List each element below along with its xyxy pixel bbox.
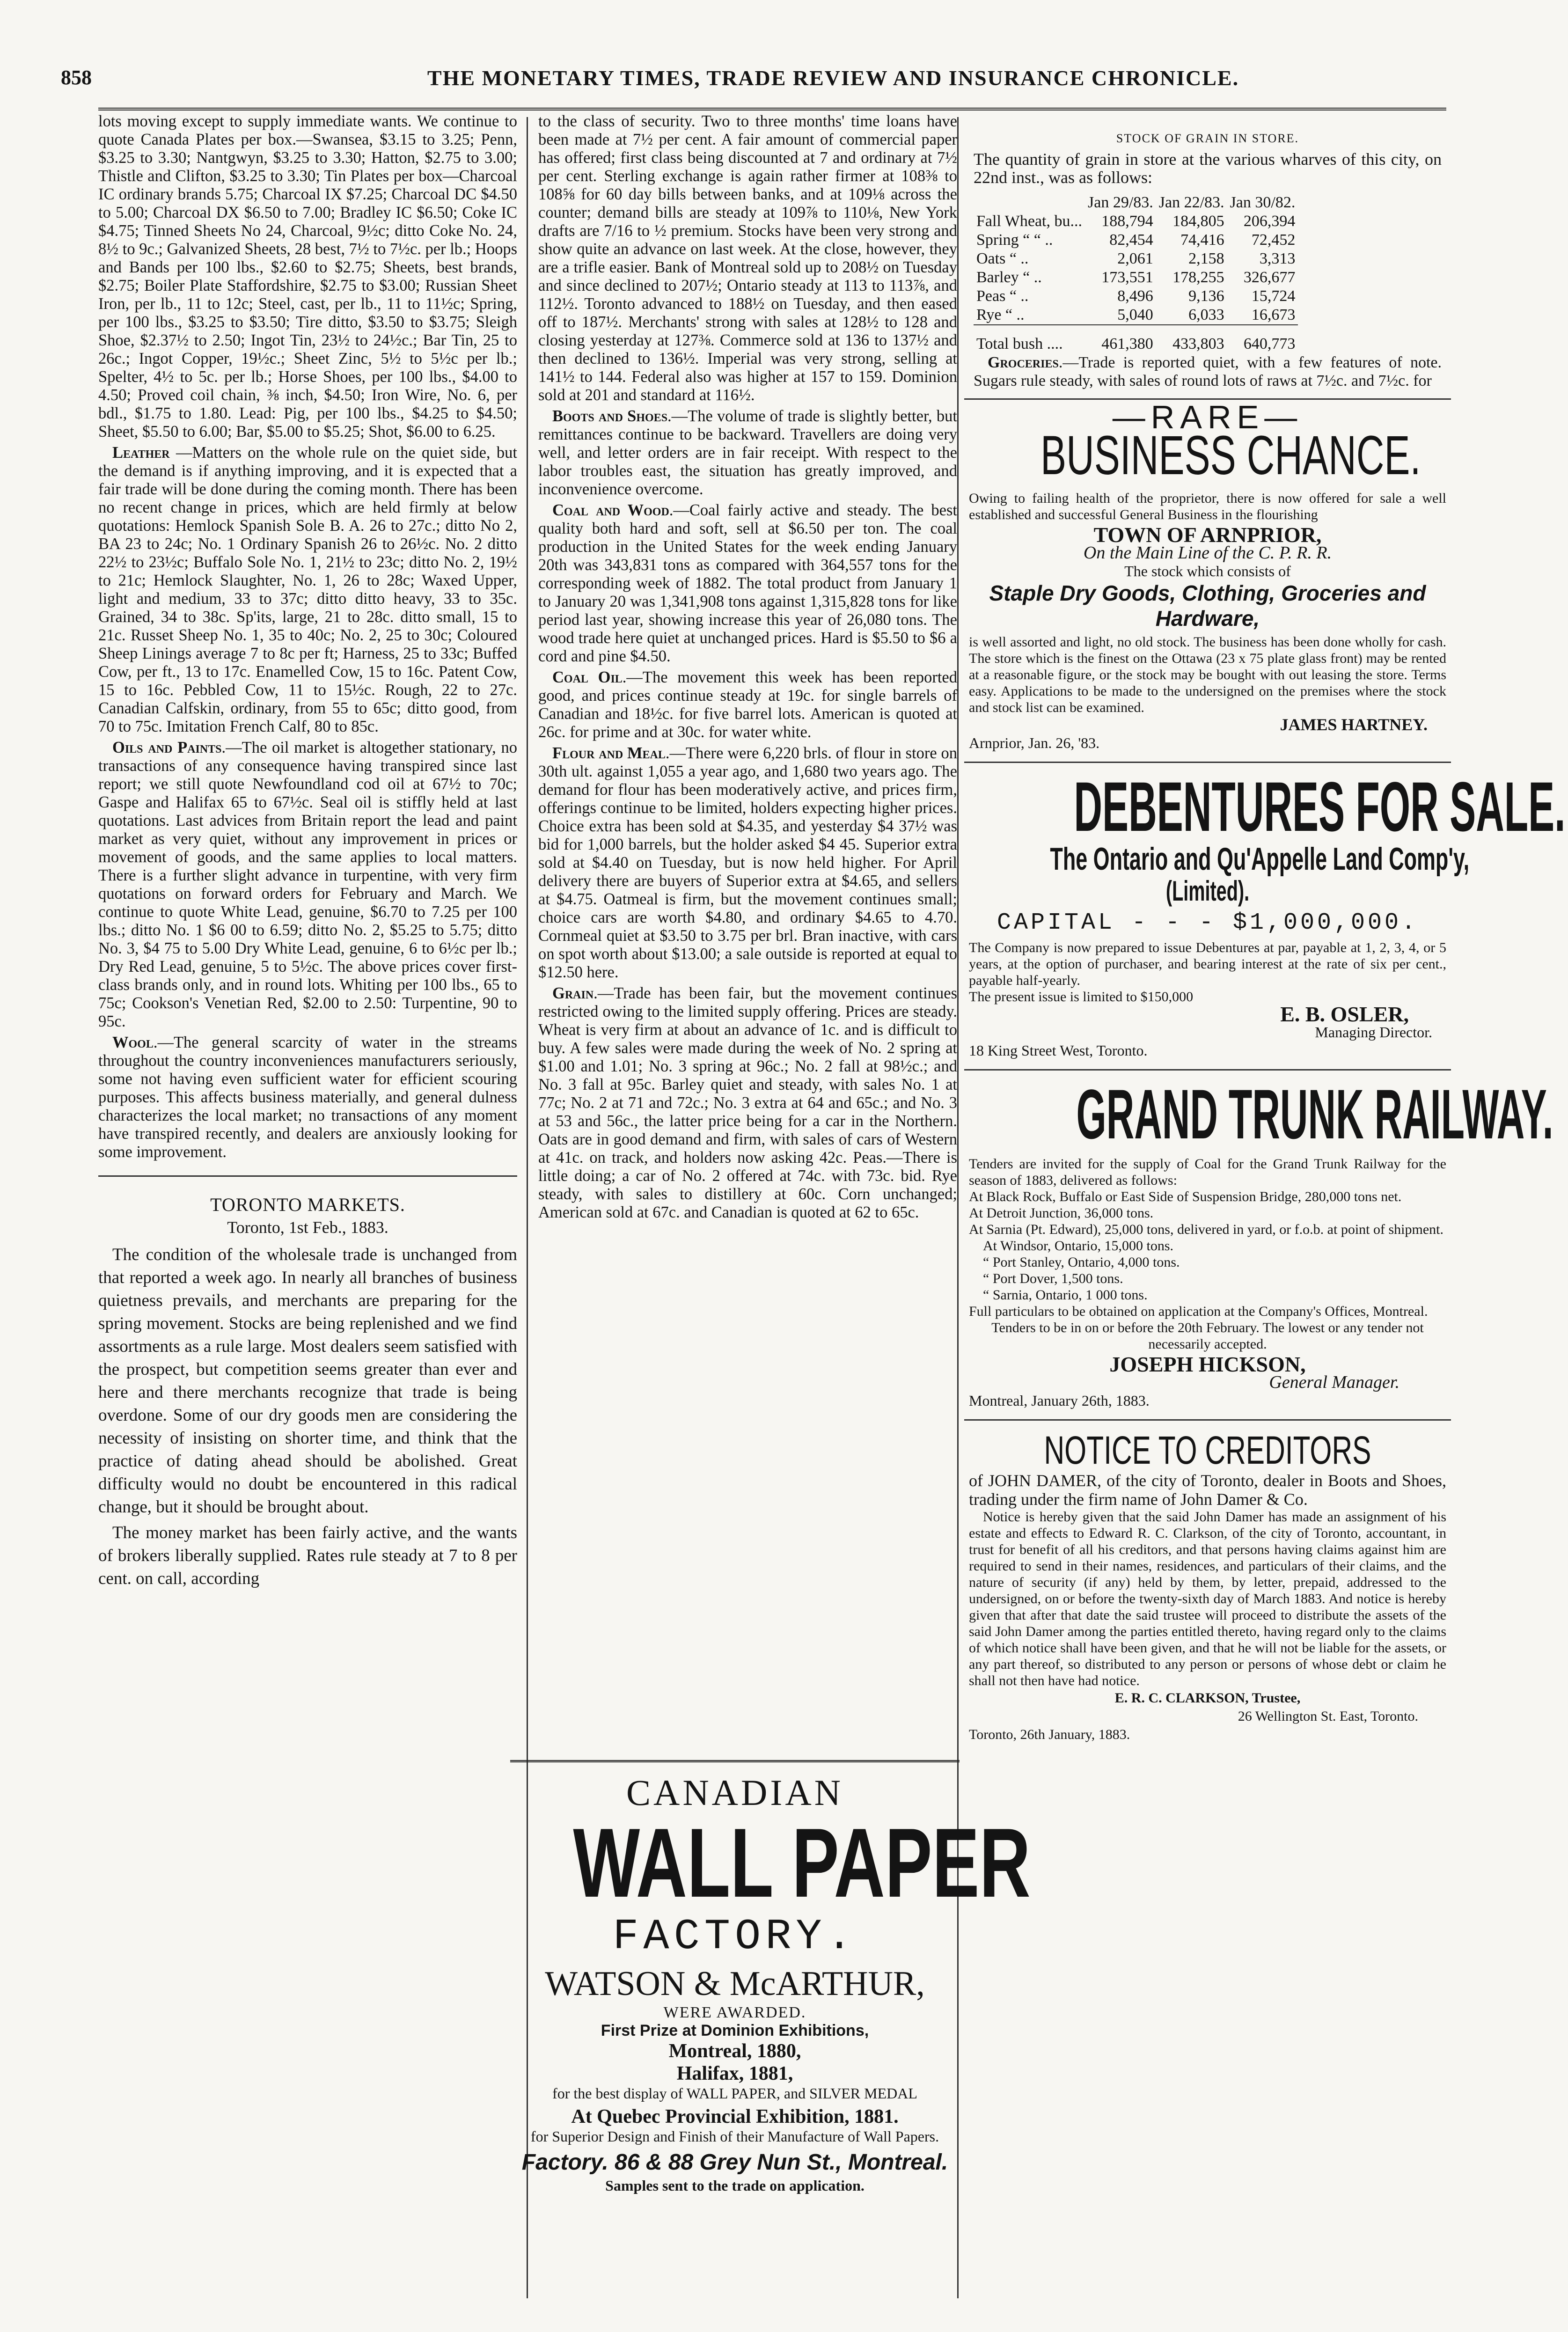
oils-heading: Oils and Paints bbox=[112, 739, 222, 756]
wallpaper-advertisement bbox=[510, 1760, 1031, 2277]
grain-stock-header-row bbox=[974, 193, 1298, 212]
cell: 9,136 bbox=[1188, 287, 1224, 305]
creditors-title: NOTICE TO CREDITORS bbox=[1044, 1428, 1371, 1472]
wallpaper-canadian: CANADIAN bbox=[626, 1772, 843, 1813]
flour-paragraph bbox=[538, 744, 957, 982]
rare-date: Arnprior, Jan. 26, '83. bbox=[969, 734, 1100, 751]
debentures-issue: The present issue is limited to $150,000 bbox=[969, 989, 1194, 1005]
debentures-company: The Ontario and Qu'Appelle Land Comp'y, bbox=[1050, 841, 1470, 877]
coal-text: .—Coal fairly active and steady. The best quality both hard and soft, sell at $6.50 per ton. The coal production in the United States for the week ending January 20th was 343,831 tons as compared with 364,557 tons for the corresponding week of 1882. The total product from January 1 to January 20 was 1,341,908 tons against 1,315,828 tons for like period last year, showing increase this year of 26,080 tons. The wood trade here quiet at unchanged prices. Hard is $5.50 to $6 a cord and pine $4.50. bbox=[538, 501, 957, 665]
boots-text: .—The volume of trade is slightly better, but remittances continue to be backward. Travellers are doing very well, and letter orders are in fair receipt. With respect to the labor troubles east, the situation has greatly improved, and inconvenience overcome. bbox=[538, 407, 958, 498]
coal-oil-paragraph bbox=[538, 668, 957, 741]
groceries-heading: Groceries bbox=[988, 354, 1059, 371]
wool-paragraph bbox=[98, 1034, 517, 1161]
table-row bbox=[974, 287, 1298, 306]
debentures-body: The Company is now prepared to issue Debentures at par, payable at 1, 2, 3, 4, or 5 years, at the option of purchaser, and bearing interest at the rate of six per cent., payable half-yearly. bbox=[969, 940, 1446, 988]
cell: 82,454 bbox=[1109, 231, 1153, 249]
toronto-paragraph-1: The condition of the wholesale trade is unchanged from that reported a week ago. In nearly all branches of business quietness prevails, and merchants are preparing for the spring movement. Stocks are being replenished and we find assortments as a rule large. Most dealers seem satisfied with the prospect, but competition seems greater than ever and here and there merchants recognize that trade is being overdone. Some of our dry goods men are considering the necessity of insisting on shorter time, and think that the practice of dating ahead should be abolished. Great difficulty would no doubt be encountered in this radical change, but it should be brought about. bbox=[98, 1245, 517, 1517]
page-number: 858 bbox=[61, 66, 92, 89]
grand-trunk-item-5: “ Port Stanley, Ontario, 4,000 tons. bbox=[983, 1254, 1180, 1270]
grand-trunk-tenders: Tenders to be in on or before the 20th February. The lowest or any tender not necessarily accepted. bbox=[991, 1320, 1424, 1352]
oils-paragraph bbox=[98, 739, 517, 1031]
cell: 178,255 bbox=[1172, 269, 1224, 286]
cell: 188,794 bbox=[1101, 213, 1153, 230]
grand-trunk-role: General Manager. bbox=[1269, 1372, 1399, 1392]
cell: 74,416 bbox=[1180, 231, 1224, 249]
page-header bbox=[61, 66, 1512, 98]
creditors-ad bbox=[964, 1419, 1451, 1748]
toronto-markets-date: Toronto, 1st Feb., 1883. bbox=[227, 1218, 388, 1237]
wallpaper-factory: FACTORY. bbox=[613, 1912, 857, 1961]
groceries-text: .—Trade is reported quiet, with a few features of note. Sugars rule steady, with sales of round lots of raws at 7½c. and 7½c. for bbox=[974, 354, 1442, 389]
rare-intro: Owing to failing health of the proprietor, there is now offered for sale a well established and successful General Business in the flourishing bbox=[969, 491, 1446, 522]
grand-trunk-item-1: At Black Rock, Buffalo or East Side of Suspension Bridge, 280,000 tons net. bbox=[969, 1189, 1402, 1204]
wallpaper-prize: First Prize at Dominion Exhibitions, bbox=[601, 2022, 869, 2039]
grain-paragraph bbox=[538, 984, 957, 1222]
creditors-name: E. R. C. CLARKSON, Trustee, bbox=[1114, 1690, 1301, 1706]
rare-goods: Staple Dry Goods, Clothing, Groceries and Hardware, bbox=[989, 581, 1426, 631]
cell: 173,551 bbox=[1101, 269, 1153, 286]
debentures-ad bbox=[964, 762, 1566, 1064]
wool-text: .—The general scarcity of water in the streams throughout the country inconveniences manufacturers seriously, some not having even sufficient water for efficient scouring purposes. This affects business materially, and general dulness characterizes the local market; no transactions of any moment have transpired recently, and dealers are anxiously looking for some improvement. bbox=[98, 1034, 517, 1161]
flour-text: .—There were 6,220 brls. of flour in store on 30th ult. against 1,055 a year ago, and 1,680 two years ago. The demand for flour has been moderatively active, and prices firm, offerings continue to be limited, holders expecting higher prices. Choice extra has been sold at $4.35, and yesterday $4 37½ was bid for 1,000 barrels, but the holder asked $4 45. Superior extra sold at $4.40 on Tuesday, but is now held higher. For April delivery there are buyers of Superior extra at $4.65, and sellers at $4.75. Oatmeal is firm, but the movement continues small; choice cars are worth $4.80, and ordinary $4.65 to 4.70. Cornmeal quiet at $3.50 to 3.75 per brl. Bran inactive, with cars on spot worth about $13.00; a sale outside is reported at equal to $12.50 here. bbox=[538, 744, 957, 981]
column-3 bbox=[964, 112, 1566, 2312]
wallpaper-quebec: At Quebec Provincial Exhibition, 1881. bbox=[571, 2106, 899, 2127]
rare-name: JAMES HARTNEY. bbox=[1280, 715, 1428, 734]
wallpaper-samples: Samples sent to the trade on application. bbox=[605, 2177, 865, 2194]
grand-trunk-item-6: “ Port Dover, 1,500 tons. bbox=[983, 1271, 1123, 1286]
cell: 326,677 bbox=[1243, 269, 1296, 286]
cell: 5,040 bbox=[1117, 306, 1153, 323]
wool-heading: Wool bbox=[112, 1034, 154, 1051]
grain-stock-col-3: Jan 30/82. bbox=[1230, 194, 1296, 211]
debentures-title: DEBENTURES FOR SALE. bbox=[1074, 767, 1566, 846]
boots-heading: Boots and Shoes bbox=[552, 407, 668, 425]
wallpaper-title: WALL PAPER bbox=[573, 1808, 1031, 1918]
cell: 433,803 bbox=[1172, 335, 1224, 352]
header-rule bbox=[98, 108, 1446, 110]
grain-heading: Grain bbox=[552, 984, 594, 1002]
wallpaper-address: Factory. 86 & 88 Grey Nun St., Montreal. bbox=[521, 2150, 948, 2175]
grain-stock-col-2: Jan 22/83. bbox=[1158, 194, 1224, 211]
flour-heading: Flour and Meal bbox=[552, 744, 666, 762]
wallpaper-awarded: WERE AWARDED. bbox=[663, 2004, 806, 2021]
wallpaper-montreal: Montreal, 1880, bbox=[668, 2040, 801, 2062]
grain-stock-table bbox=[974, 193, 1298, 353]
rare-business-ad bbox=[964, 398, 1451, 757]
grand-trunk-item-3: At Sarnia (Pt. Edward), 25,000 tons, delivered in yard, or f.o.b. at point of shipment. bbox=[969, 1222, 1443, 1237]
debentures-capital: CAPITAL - - - $1,000,000. bbox=[996, 909, 1419, 936]
grand-trunk-date: Montreal, January 26th, 1883. bbox=[969, 1392, 1150, 1409]
oils-text: .—The oil market is altogether stationary, no transactions of any consequence having transpired since last report; we still quote Newfoundland cod oil at 67½ to 70c; Gaspe and Halifax 65 to 67½c. Seal oil is stiffly held at last quotations. Last advices from Britain report the lead and paint market as very quiet, without any improvement in prices or movement of goods, and the same applies to local matters. There is a further slight advance in turpentine, with very firm quotations on forward orders for February and March. We continue to quote White Lead, genuine, $6.70 to 7.25 per 100 lbs.; ditto No. 1 $6 00 to 6.59; ditto No. 2, $5.25 to 5.75; ditto No. 3, $4 75 to 5.00 Dry White Lead, genuine, 6 to 6½c per lb.; Dry Red Lead, genuine, 5 to 5½c. The above prices cover first-class brands only, and in round lots. Whiting per 100 lbs., 65 to 75c; Cookson's Venetian Red, $2.00 to 2.50: Turpentine, 90 to 95c. bbox=[98, 739, 517, 1030]
row-label: Spring “ “ .. bbox=[976, 231, 1053, 249]
rare-stock: The stock which consists of bbox=[1124, 563, 1291, 579]
creditors-body: Notice is hereby given that the said John Damer has made an assignment of his estate and effects to Edward R. C. Clarkson, of the city of Toronto, accountant, in trust for benefit of all his creditors, and that persons having claims against him are required to send in their names, residences, and particulars of their claims, and the nature of security (if any) held by them, by letter, prepaid, addressed to the undersigned, on or before the twenty-sixth day of March 1883. And notice is hereby given that after that date the said trustee will proceed to distribute the assets of the said John Damer among the parties entitled thereto, having regard only to the claims of which notice shall have been given, and that he will not be liable for the assets, or any part thereof, so distributed to any person or persons of whose debt or claim he shall not then have had notice. bbox=[969, 1509, 1446, 1688]
table-row bbox=[974, 212, 1298, 231]
wallpaper-display: for the best display of WALL PAPER, and SILVER MEDAL bbox=[552, 2085, 917, 2102]
cell: 184,805 bbox=[1172, 213, 1224, 230]
cell: 2,158 bbox=[1188, 250, 1224, 267]
debentures-role: Managing Director. bbox=[1315, 1024, 1432, 1041]
cell: 6,033 bbox=[1188, 306, 1224, 323]
leather-heading: Leather bbox=[112, 444, 170, 462]
grand-trunk-item-4: At Windsor, Ontario, 15,000 tons. bbox=[983, 1238, 1174, 1254]
table-row bbox=[974, 231, 1298, 249]
grain-stock-intro: The quantity of grain in store at the various wharves of this city, on 22nd inst., was as follows: bbox=[974, 150, 1442, 187]
cell: 461,380 bbox=[1101, 335, 1153, 352]
toronto-markets-title: TORONTO MARKETS. bbox=[98, 1175, 517, 1214]
cell: 16,673 bbox=[1251, 306, 1296, 323]
rare-body: is well assorted and light, no old stock. The business has been done wholly for cash. The store which is the finest on the Ottawa (23 x 75 plate glass front) may be rented at a reasonable figure, or the stock may be bought with out leasing the store. Terms easy. Applications to be made to the undersigned on the premises where the stock and stock list can be examined. bbox=[969, 634, 1446, 715]
grand-trunk-ad bbox=[964, 1069, 1553, 1415]
coal-oil-heading: Coal Oil bbox=[552, 668, 623, 686]
debentures-name: E. B. OSLER, bbox=[1280, 1002, 1409, 1026]
cell: 8,496 bbox=[1117, 287, 1153, 305]
wallpaper-halifax: Halifax, 1881, bbox=[676, 2063, 793, 2084]
row-label: Rye “ .. bbox=[976, 306, 1025, 323]
row-label: Fall Wheat, bu... bbox=[976, 213, 1082, 230]
money-paragraph: to the class of security. Two to three months' time loans have been made at 7½ per cent. A fair amount of commercial paper has offered; first class being discounted at 7 and ordinary at 7½ per cent. Sterling exchange is again rather firmer at 108⅜ to 108⅝ for 60 day bills between banks, and at 109⅛ across the counter; demand bills are steady at 109⅞ to 110⅛, New York drafts are 7/16 to ½ premium. Stocks have been very strong and show quite an advance on last week. At the close, however, they are a trifle easier. Bank of Montreal sold up to 208½ on Tuesday and since declined to 207½; Ontario steady at 113 to 113⅞, and 112½. Toronto advanced to 188½ on Tuesday, and then eased off to 187½. Merchants' strong with sales at 128½ to 128 and closing yesterday at 127⅜. Commerce sold at 136 to 137½ and then declined to 136½. Imperial was very strong, selling at 141½ to 144. Federal also was higher at 157 to 159. Dominion sold at 201 and standard at 116½. bbox=[538, 112, 957, 404]
rare-title: BUSINESS CHANCE. bbox=[1040, 425, 1421, 486]
row-label: Barley “ .. bbox=[976, 269, 1042, 286]
leather-paragraph bbox=[98, 444, 517, 736]
column-2 bbox=[538, 112, 957, 1713]
total-label: Total bush .... bbox=[976, 335, 1063, 352]
boots-paragraph bbox=[538, 407, 957, 499]
groceries-paragraph bbox=[964, 353, 1451, 390]
table-row bbox=[974, 268, 1298, 287]
grand-trunk-title: GRAND TRUNK RAILWAY. bbox=[1076, 1075, 1553, 1153]
coal-oil-text: .—The movement this week has been reported good, and prices continue steady at 19c. for single barrels of Canadian and 18½c. for five barrel lots. American is quoted at 26c. for prime and at 30c. for water white. bbox=[538, 668, 957, 741]
debentures-limited: (Limited). bbox=[1165, 875, 1250, 907]
wallpaper-firm: WATSON & McARTHUR, bbox=[545, 1965, 925, 2003]
grand-trunk-item-7: “ Sarnia, Ontario, 1 000 tons. bbox=[983, 1287, 1148, 1303]
cell: 640,773 bbox=[1243, 335, 1296, 352]
coal-paragraph bbox=[538, 501, 957, 666]
cell: 2,061 bbox=[1117, 250, 1153, 267]
cell: 3,313 bbox=[1259, 250, 1296, 267]
column-1 bbox=[98, 112, 517, 2294]
grain-stock-title: STOCK OF GRAIN IN STORE. bbox=[1116, 132, 1299, 145]
rare-town: TOWN OF ARNPRIOR, bbox=[1093, 523, 1322, 547]
row-label: Peas “ .. bbox=[976, 287, 1029, 305]
debentures-address: 18 King Street West, Toronto. bbox=[969, 1042, 1148, 1059]
grand-trunk-intro: Tenders are invited for the supply of Coal for the Grand Trunk Railway for the season of 1883, delivered as follows: bbox=[969, 1156, 1446, 1188]
creditors-intro: of JOHN DAMER, of the city of Toronto, dealer in Boots and Shoes, trading under the firm name of John Damer & Co. bbox=[969, 1471, 1446, 1509]
table-row bbox=[974, 306, 1298, 325]
toronto-paragraph-2: The money market has been fairly active, and the wants of brokers liberally supplied. Rates rule steady at 7 to 8 per cent. on call, according bbox=[98, 1523, 517, 1588]
grain-stock-col-1: Jan 29/83. bbox=[1088, 194, 1153, 211]
creditors-date: Toronto, 26th January, 1883. bbox=[969, 1727, 1130, 1742]
cell: 72,452 bbox=[1251, 231, 1296, 249]
metals-paragraph: lots moving except to supply immediate wants. We continue to quote Canada Plates per box.—Swansea, $3.15 to 3.25; Penn, $3.25 to 3.30; Nantgwyn, $3.25 to 3.30; Hatton, $2.75 to 3.00; Thistle and Clifton, $3.25 to 3.30; Tin Plates per box—Charcoal IC ordinary brands 5.75; Charcoal IX $7.25; Charcoal DC $4.50 to 5.00; Charcoal DX $6.50 to 7.00; Bradley IC $6.50; Coke IC $4.75; Tinned Sheets No 24, Charcoal, 9½c; ditto Coke No. 24, 8½ to 9c.; Galvanized Sheets, 28 best, 7½ to 7½c. per lb.; Hoops and Bands per 100 lbs., $2.60 to $2.75; Sheets, best brands, $2.75; Boiler Plate Staffordshire, $2.75 to $3.00; Russian Sheet Iron, per lb., 11 to 12c; Steel, cast, per lb., 11 to 11½c; Spring, per 100 lbs., $3.25 to $3.50; Tire ditto, $3.50 to $3.75; Sleigh Shoe, $2.37½ to 2.50; Ingot Tin, 23½ to 24½c.; Bar Tin, 25 to 26c.; Ingot Copper, 19½c.; Sheet Zinc, 5½ to 5½c per lb.; Spelter, 4½ to 5c. per lb.; Horse Shoes, per 100 lbs., $4.00 to 4.50; Proved coil chain, ⅜ inch, $4.50; Iron Wire, No. 6, per bdl., $1.75 to 1.80. Lead: Pig, per 100 lbs., $4.25 to $4.50; Sheet, $5.50 to 6.00; Bar, $5.00 to $5.25; Shot, $6.00 to 6.25. bbox=[98, 112, 517, 440]
creditors-address: 26 Wellington St. East, Toronto. bbox=[1238, 1709, 1418, 1724]
grand-trunk-name: JOSEPH HICKSON, bbox=[1109, 1352, 1306, 1376]
rare-label: —RARE— bbox=[1112, 399, 1303, 435]
leather-text: —Matters on the whole rule on the quiet side, but the demand is if anything improving, and it is expected that a fair trade will be done during the coming month. There has been no recent change in prices, which are held firmly at below quotations: Hemlock Spanish Sole B. A. 26 to 27c.; ditto No 2, BA 23 to 24c; No. 1 Ordinary Spanish 26 to 26½c. No. 2 ditto 22½ to 23½c; Buffalo Sole No. 1, 21½ to 23c; ditto No. 2, 19½ to 21c; Hemlock Slaughter, No. 1, 26 to 28c; Waxed Upper, light and medium, 33 to 37c; ditto ditto heavy, 33 to 35c. Grained, 34 to 38c. Sp'its, large, 21 to 28c. ditto small, 15 to 21c. Russet Sheep No. 1, 35 to 40c; No. 2, 25 to 30c; Coloured Sheep Linings average 7 to 8c per ft; Harness, 25 to 33c; Buffed Cow, per ft., 13 to 17c. Enamelled Cow, 15 to 16c. Patent Cow, 15 to 16c. Pebbled Cow, 11 to 15½c. Rough, 22 to 27c. Canadian Calfskin, ordinary, from 55 to 65c; ditto good, from 70 to 75c. Imitation French Calf, 80 to 85c. bbox=[98, 444, 517, 735]
grain-stock-section bbox=[964, 129, 1451, 390]
table-row bbox=[974, 249, 1298, 268]
row-label: Oats “ .. bbox=[976, 250, 1029, 267]
grand-trunk-full: Full particulars to be obtained on application at the Company's Offices, Montreal. bbox=[969, 1304, 1428, 1319]
rare-line: On the Main Line of the C. P. R. R. bbox=[1083, 543, 1332, 563]
running-title: THE MONETARY TIMES, TRADE REVIEW AND INSURANCE CHRONICLE. bbox=[427, 66, 1239, 90]
wallpaper-design: for Superior Design and Finish of their Manufacture of Wall Papers. bbox=[530, 2128, 939, 2145]
grand-trunk-item-2: At Detroit Junction, 36,000 tons. bbox=[969, 1205, 1154, 1221]
cell: 15,724 bbox=[1251, 287, 1296, 305]
table-total-row bbox=[974, 325, 1298, 353]
grain-text: .—Trade has been fair, but the movement continues restricted owing to the limited supply offering. Prices are steady. Wheat is very firm at about an advance of 1c. and is difficult to buy. A few sales were made during the week of No. 2 spring at $1.00 and 1.01; No. 3 spring at 96c.; No. 2 fall at 98½c.; and No. 3 fall at 95c. Barley quiet and steady, with sales No. 1 at 77c; No. 2 at 71 and 72c.; No. 3 extra at 64 and 65c.; and No. 3 at 53 and 56c., the latter price being for a car in the Northern. Oats are in good demand and firm, with sales of cars of Western at 41c. on track, and holders now asking 42c. Peas.—There is little doing; a car of No. 2 offered at 74c. with 73c. bid. Rye steady, with sales to distillery at 60c. Corn unchanged; American sold at 67c. and Canadian is quoted at 62 to 65c. bbox=[538, 984, 957, 1221]
coal-heading: Coal and Wood bbox=[552, 501, 669, 519]
cell: 206,394 bbox=[1243, 213, 1296, 230]
